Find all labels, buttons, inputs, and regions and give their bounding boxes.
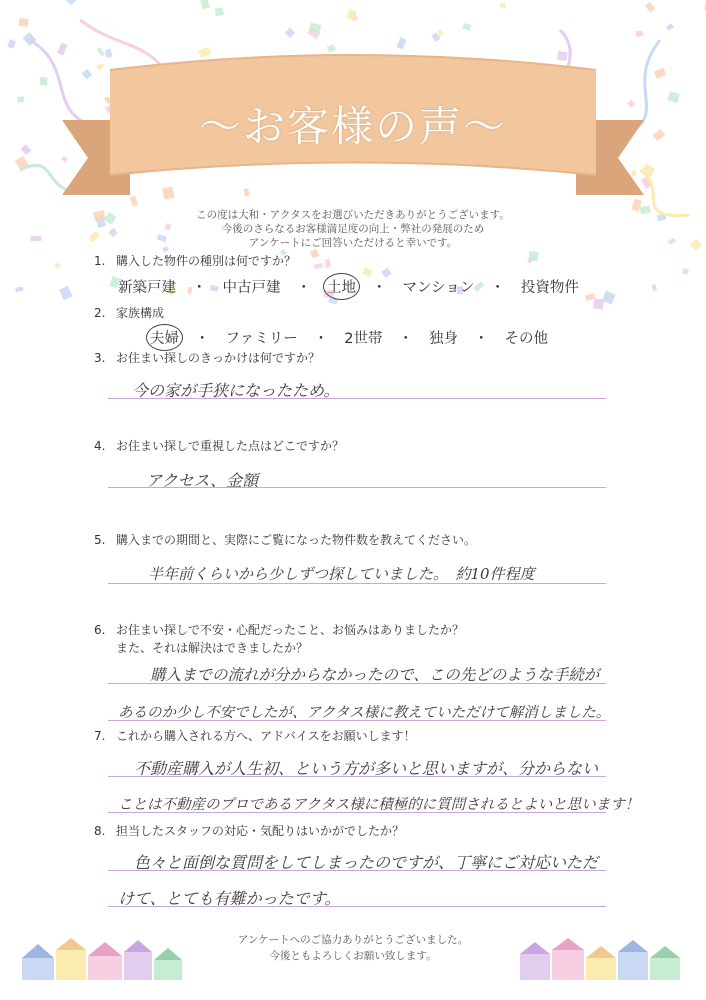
question-text: これから購入される方へ、アドバイスをお願いします！ [116,729,416,743]
q2-option-other[interactable]: その他 [504,331,548,347]
separator: ・ [490,280,505,296]
question-text: お住まい探しで不安・心配だったこと、お悩みはありましたか？ [116,623,465,637]
houses-illustration-right [520,932,680,980]
question-text: お住まい探しで重視した点はどこですか？ [116,439,345,453]
separator: ・ [296,280,311,296]
q1-option-land-selected[interactable]: 土地 [323,273,360,300]
q2-option-two-generation[interactable]: 2世帯 [344,331,383,347]
confetti-piece [105,49,113,58]
q1-options [118,276,579,297]
confetti-piece [641,164,655,177]
q2-option-family[interactable]: ファミリー [225,331,298,347]
separator: ・ [473,331,489,347]
confetti-piece [96,62,105,70]
q2-option-couple-selected[interactable]: 夫婦 [146,324,183,351]
question-4 [94,437,344,454]
answer-5: 半年前くらいから少しずつ探していました。 約10件程度 [148,565,535,583]
confetti-piece [666,23,674,30]
question-number: 4. [94,439,106,453]
confetti-piece [636,30,644,37]
footer-line-2: 今後ともよろしくお願い致します。 [269,950,437,962]
answer-line [108,812,606,813]
confetti-piece [325,259,331,268]
q1-option-new-house[interactable]: 新築戸建 [118,280,176,296]
confetti-piece [7,39,16,49]
confetti-piece [651,284,657,291]
confetti-piece [327,44,336,53]
confetti-ribbon-banner [0,0,706,320]
answer-line [108,487,606,488]
question-1 [94,252,296,269]
question-7 [94,727,416,744]
answer-line [108,776,606,777]
confetti-piece [631,170,636,175]
page-title: 〜お客様の声〜 [198,102,507,151]
confetti-piece [437,29,442,36]
question-number: 8. [94,824,106,838]
confetti-piece [57,42,68,55]
answer-6-line-1: 購入までの流れが分からなかったので、この先どのような手続が [150,666,600,684]
question-text: 家族構成 [116,306,165,320]
question-number: 2. [94,306,106,320]
confetti-piece [19,18,29,26]
question-6 [94,621,464,657]
confetti-piece [654,67,666,78]
confetti-piece [198,47,211,58]
confetti-piece [499,2,506,8]
confetti-piece [82,69,93,80]
intro-line-2: 今後のさらなるお客様満足度の向上・弊社の発展のため [221,223,485,235]
confetti-piece [396,37,406,49]
confetti-piece [528,251,539,262]
answer-line [108,398,606,399]
question-8 [94,822,404,839]
intro-text [0,208,706,250]
confetti-piece [585,293,595,301]
confetti-piece [313,263,323,269]
confetti-piece [130,196,138,207]
question-text: お住まい探しのきっかけは何ですか？ [116,351,321,365]
separator: ・ [195,331,210,347]
question-number: 5. [94,533,106,547]
question-5 [94,531,476,548]
confetti-piece [557,51,568,61]
answer-6-line-2: あるのか少し不安でしたが、アクタス様に教えていただけて解消しました。 [118,705,611,721]
confetti-piece [66,0,77,5]
q2-option-single[interactable]: 独身 [428,331,458,347]
intro-line-3: アンケートにご回答いただけると幸いです。 [248,237,458,249]
question-text: 購入した物件の種別は何ですか？ [116,254,297,268]
confetti-piece [40,77,48,86]
intro-line-1: この度は大和・アクタスをお選びいただきありがとうございます。 [196,209,510,221]
separator: ・ [192,280,207,296]
confetti-piece [15,287,23,293]
answer-line [108,906,606,907]
confetti-piece [162,187,174,200]
separator: ・ [398,331,413,347]
confetti-piece [244,188,250,196]
confetti-piece [59,286,72,300]
confetti-piece [682,268,689,275]
confetti-piece [215,7,224,16]
answer-7-line-1: 不動産購入が人生初、という方が多いと思いますが、分からない [134,759,599,778]
answer-7-line-2: ことは不動産のプロであるアクタス様に積極的に質問されるとよいと思います！ [118,797,640,813]
footer-line-1: アンケートへのご協力ありがとうございました。 [237,934,469,946]
confetti-piece [310,249,319,259]
question-number: 1. [94,254,106,268]
answer-8-line-1: 色々と面倒な質問をしてしまったのですが、丁寧にご対応いただ [134,853,599,872]
question-text-2: また、それは解決はできましたか？ [116,641,309,655]
question-number: 6. [94,623,106,637]
separator: ・ [372,280,387,296]
confetti-piece [285,28,295,38]
answer-8-line-2: けて、とても有難かったです。 [118,889,341,908]
confetti-piece [61,156,68,163]
confetti-piece [645,2,655,13]
confetti-piece [463,23,472,31]
answer-line [108,683,606,684]
q2-options [150,327,548,348]
separator: ・ [313,331,329,347]
answer-line [108,583,606,584]
confetti-piece [602,291,616,305]
q1-option-used-house[interactable]: 中古戸建 [222,280,281,296]
confetti-piece [200,0,210,9]
confetti-piece [54,262,60,268]
question-2 [94,304,164,321]
answer-3: 今の家が手狭になったため。 [132,381,340,400]
question-text: 担当したスタッフの対応・気配りはいかがでしたか？ [116,824,405,838]
answer-line [108,720,606,721]
confetti-piece [593,298,604,309]
q1-option-investment[interactable]: 投資物件 [520,280,579,296]
confetti-piece [96,47,105,57]
question-number: 3. [94,351,106,365]
question-text: 購入までの期間と、実際にご覧になった物件数を教えてください。 [116,533,477,547]
q1-option-mansion[interactable]: マンション [402,280,475,296]
question-number: 7. [94,729,106,743]
question-3 [94,349,320,366]
answer-line [108,870,606,871]
answer-4: アクセス、金額 [146,471,259,490]
